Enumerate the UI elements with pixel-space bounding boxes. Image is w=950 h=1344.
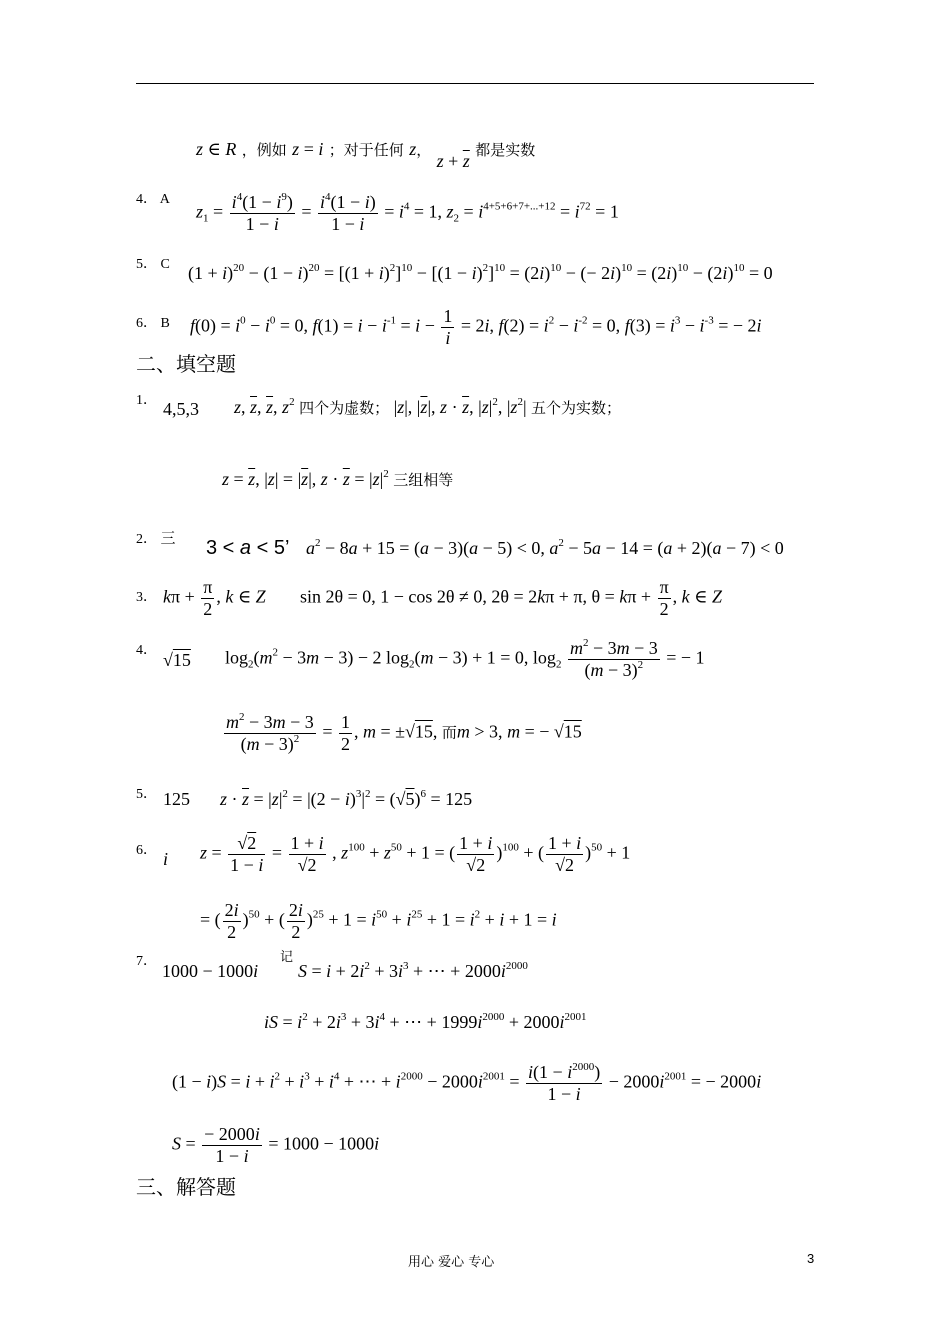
fill-4-solution-2: $\frac{m^2 - 3m - 3}{(m - 3)^2}$ = $\frac{1}{2}$ , m = ±√15, 而m > 3, m = − √15 [226, 711, 582, 754]
fill-1-label: 1． [136, 393, 157, 408]
fill-3-solution: sin 2θ = 0, 1 − cos 2θ ≠ 0, 2θ = 2kπ + π, θ = kπ + $\frac{\pi}{2}$ , k ∈ Z [300, 577, 722, 619]
question-5-label: 5． C [136, 257, 170, 272]
section-heading-answers: 三、解答题 [136, 1175, 236, 1199]
fill-5-label: 5． [136, 787, 157, 802]
fill-6-label: 6． [136, 843, 157, 858]
fill-2-label: 2． 三 [136, 529, 176, 547]
question-4-label: 4． A [136, 192, 170, 207]
fill-7-label: 7． [136, 954, 157, 969]
question-5-solution: $(1 + i)^{20} - (1 - i)^{20} = [(1 + i)^2]^{10} - [(1 - i)^2]^{10} = (2i)^{10}$ − (− $2i)^{10} = (2i)^{10} - (2i)^{10} = 0$ [188, 262, 773, 283]
fill-5-solution: $z \cdot \overline{z} = |z|^2 = |(2 - i)^3|^2 = (√5)^6 = 125$ [220, 788, 473, 809]
fill-5-answer: 125 [163, 789, 190, 809]
fill-7-is: iS = $i^2 + 2i^3 + 3i^4$ + ⋯ + $1999i^{2000} + 2000i^{2001}$ [264, 1011, 587, 1032]
real-label: 都是实数 [475, 141, 536, 159]
fill-6-solution-2: = ( $\frac{2i}{2}$ )$^{50}$ + ( $\frac{2i}{2}$ )$^{25} + 1 = i^{50} + i^{25} + 1 = i^2 + i + 1 = i$ [200, 900, 557, 942]
page-number: 3 [807, 1251, 815, 1266]
fill-1-equalities: $z = \overline{z}$, $|z| = |\overline{z}|$, $z \cdot \overline{z} = |z|^2$ 三组相等 [222, 468, 454, 489]
fill-7-note: 记 [280, 950, 294, 965]
fill-6-answer: i [163, 849, 169, 869]
fill-4-answer: √15 [163, 650, 191, 670]
fill-4-solution: $\log_2(m^2 - 3m - 3) - 2$ $\log_2(m - 3) + 1 = 0$, $\log_2$ $\frac{m^2 - 3m - 3}{(m - 3)^2}$ = − 1 [225, 637, 705, 680]
section-heading-fill-in: 二、填空题 [136, 352, 236, 376]
fill-3-answer: kπ + $\frac{\pi}{2}$ , k ∈ Z [163, 577, 266, 619]
fill-1-answer: 4,5,3 [163, 399, 199, 419]
question-6-label: 6． B [136, 316, 170, 331]
fill-4-label: 4． [136, 643, 157, 658]
fill-3-label: 3． [136, 590, 157, 605]
question-4-solution: $z_1$ = $\frac{i^4(1 - i^9)}{1 - i}$ = $\frac{i^4(1 - i)}{1 - i}$ = $i^4 = 1$, $z_2 = i^{4+5+6+7+...+12} = i^{72} = 1$ [196, 191, 619, 234]
fill-2-solution: $a^2 - 8a + 15 = (a - 3)(a - 5) < 0$, $a^2 - 5a - 14 = (a + 2)(a - 7) < 0$ [306, 537, 784, 558]
header-rule [136, 83, 814, 84]
question-6-solution: $f(0) = i^0 - i^0 = 0$, $f(1) = i - i^{-1} = i$ − $\frac{1}{i}$ = 2i, $f(2) = i^2 - i^{-2} = 0$, $f(3) = i^3 - i^{-3}$ = − 2i [190, 306, 762, 348]
example-label: ，例如 [241, 141, 287, 159]
fill-7-sum: $S = i + 2i^2 + 3i^3$ + ⋯ + $2000i^{2000}$ [298, 960, 528, 981]
fill-7-result: S = $\frac{- 2000i}{1 - i}$ = 1000 − 1000i [172, 1124, 380, 1166]
any-label: ；对于任何 [328, 141, 404, 159]
fill-7-difference: $(1 - i)S = i + i^2 + i^3 + i^4$ + ⋯ + $i^{2000} - 2000i^{2001}$ = $\frac{i(1 - i^{2000})}{1 - i}$ − $2000i^{2001}$ = − 2000i [172, 1061, 762, 1104]
fill-7-answer: 1000 − 1000i [162, 961, 259, 981]
fill-6-solution: z = $\frac{√2}{1 - i}$ = $\frac{1 + i}{√2}$ , $z^{100} + z^{50} + 1$ = ( $\frac{1 + i}{√2}$ )$^{100}$ + ( $\frac{1 + i}{√2}$ )$^{50}$ + 1 [200, 833, 631, 875]
answer-line-real-condition: z ∈ R ，例如 z = i ；对于任何 z， $z + \overline{z}$ 都是实数 [196, 139, 536, 171]
footer-motto: 用心 爱心 专心 [408, 1255, 495, 1270]
fill-2-range: 3 < a < 5’ [206, 537, 290, 559]
fill-1-solution: z, $\overline{z}$, $\overline{z}$, $z^2$ 四个为虚数； |z|, $|\overline{z}|$, $z \cdot \overline{z}$, $|z|^2$, $|z^2|$ 五个为实数； [234, 396, 622, 417]
